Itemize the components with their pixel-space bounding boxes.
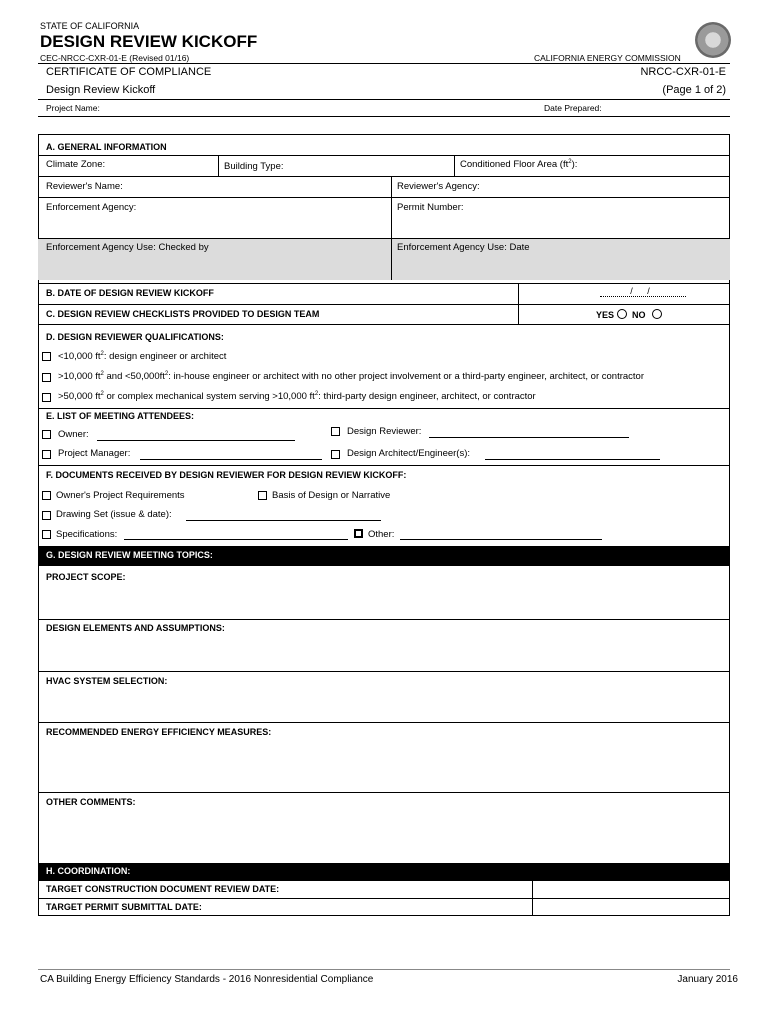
- climate-zone-field[interactable]: Climate Zone:: [46, 159, 106, 170]
- permit-label: TARGET PERMIT SUBMITTAL DATE:: [46, 902, 202, 912]
- cd-review-date-input[interactable]: [533, 881, 729, 897]
- kickoff-date-field[interactable]: / /: [600, 286, 686, 297]
- agency-use-date-field[interactable]: Enforcement Agency Use: Date: [397, 242, 530, 253]
- design-reviewer-checkbox[interactable]: [331, 427, 340, 436]
- qual-3-mid: or complex mechanical system serving >10,000 ft: [103, 391, 315, 403]
- qual-1-text: <10,000 ft: [58, 351, 101, 363]
- sup: 2: [314, 391, 319, 397]
- sup: 2: [100, 351, 104, 357]
- no-label: NO: [632, 310, 646, 320]
- date-prepared-field[interactable]: Date Prepared:: [544, 103, 602, 113]
- header-divider: [38, 63, 730, 64]
- qual-2-end: : in-house engineer or architect with no other project involvement or a third-party engineer, architect, or contractor: [168, 371, 645, 383]
- other-checkbox[interactable]: [354, 529, 363, 538]
- page-number: (Page 1 of 2): [662, 84, 726, 96]
- section-a-row-3: [38, 197, 730, 238]
- section-h-title: H. COORDINATION:: [46, 866, 131, 876]
- qual-3-label: [58, 391, 536, 402]
- form-code: NRCC-CXR-01-E: [640, 66, 726, 78]
- drawing-set-label: Drawing Set (issue & date):: [56, 509, 172, 520]
- specifications-label: Specifications:: [56, 529, 118, 540]
- reviewer-name-field[interactable]: Reviewer's Name:: [46, 181, 123, 192]
- specifications-checkbox[interactable]: [42, 530, 51, 539]
- qual-1-label: [58, 351, 226, 362]
- floor-area-sup: 2: [568, 159, 572, 165]
- floor-area-label: Conditioned Floor Area (ft: [460, 159, 569, 171]
- subtitle: Design Review Kickoff: [46, 84, 156, 96]
- section-a-row-1: [38, 155, 730, 176]
- footer-date: January 2016: [677, 974, 738, 985]
- qual-2-text: >10,000 ft: [58, 371, 101, 383]
- floor-area-end: ):: [571, 159, 578, 171]
- drawing-set-checkbox[interactable]: [42, 511, 51, 520]
- certificate-label: CERTIFICATE OF COMPLIANCE: [46, 66, 212, 78]
- section-h-header: [38, 863, 730, 880]
- other-input[interactable]: [400, 539, 602, 540]
- bod-label: Basis of Design or Narrative: [272, 490, 391, 501]
- divider: [218, 155, 219, 176]
- section-a-title: A. GENERAL INFORMATION: [46, 142, 167, 152]
- section-e-title: E. LIST OF MEETING ATTENDEES:: [46, 411, 195, 421]
- yes-radio[interactable]: [617, 309, 627, 319]
- drawing-set-input[interactable]: [186, 520, 381, 521]
- cd-review-label: TARGET CONSTRUCTION DOCUMENT REVIEW DATE:: [46, 884, 280, 894]
- hvac-label: HVAC SYSTEM SELECTION:: [46, 676, 168, 686]
- opr-label: Owner's Project Requirements: [56, 490, 185, 501]
- divider: [391, 238, 392, 280]
- owner-label: Owner:: [58, 429, 89, 440]
- state-label: STATE OF CALIFORNIA: [40, 21, 140, 31]
- project-name-field[interactable]: Project Name:: [46, 103, 100, 113]
- building-type-field[interactable]: Building Type:: [224, 161, 284, 172]
- qual-3-text: >50,000 ft: [58, 391, 101, 403]
- section-f-title: F. DOCUMENTS RECEIVED BY DESIGN REVIEWER FOR DESIGN REVIEW KICKOFF:: [46, 470, 407, 480]
- qual-2-label: [58, 371, 644, 382]
- section-c-title: C. DESIGN REVIEW CHECKLISTS PROVIDED TO DESIGN TEAM: [46, 309, 320, 319]
- qual-1-end: : design engineer or architect: [103, 351, 227, 363]
- project-manager-label: Project Manager:: [58, 448, 131, 459]
- enforcement-agency-field[interactable]: Enforcement Agency:: [46, 202, 137, 213]
- design-architect-input[interactable]: [485, 459, 660, 460]
- opr-checkbox[interactable]: [42, 491, 51, 500]
- project-scope-label: PROJECT SCOPE:: [46, 572, 126, 582]
- project-manager-checkbox[interactable]: [42, 450, 51, 459]
- form-title: DESIGN REVIEW KICKOFF: [40, 32, 258, 51]
- design-reviewer-label: Design Reviewer:: [347, 426, 422, 437]
- state-seal-icon: [695, 22, 731, 58]
- qual-3-end: : third-party design engineer, architect, or contractor: [318, 391, 536, 403]
- qual-2-mid: and <50,000ft: [103, 371, 165, 383]
- owner-input[interactable]: [97, 440, 295, 441]
- qual-3-checkbox[interactable]: [42, 393, 51, 402]
- sup: 2: [100, 371, 104, 377]
- floor-area-field[interactable]: [460, 159, 577, 170]
- reviewer-agency-field[interactable]: Reviewer's Agency:: [397, 181, 480, 192]
- header-divider-3: [38, 116, 730, 117]
- project-manager-input[interactable]: [140, 459, 322, 460]
- sup: 2: [100, 391, 104, 397]
- permit-number-field[interactable]: Permit Number:: [397, 202, 464, 213]
- project-scope-box[interactable]: [38, 565, 730, 619]
- qual-2-checkbox[interactable]: [42, 373, 51, 382]
- specifications-input[interactable]: [124, 539, 348, 540]
- footer-divider: [38, 969, 730, 970]
- bod-checkbox[interactable]: [258, 491, 267, 500]
- measures-label: RECOMMENDED ENERGY EFFICIENCY MEASURES:: [46, 727, 272, 737]
- sup: 2: [164, 371, 169, 377]
- header-divider-2: [38, 99, 730, 100]
- yes-label: YES: [596, 310, 615, 320]
- permit-date-input[interactable]: [533, 899, 729, 915]
- divider: [454, 155, 455, 176]
- checked-by-field[interactable]: Enforcement Agency Use: Checked by: [46, 242, 209, 253]
- agency-name: CALIFORNIA ENERGY COMMISSION: [534, 53, 681, 63]
- section-g-title: G. DESIGN REVIEW MEETING TOPICS:: [46, 550, 213, 560]
- footer-standards: CA Building Energy Efficiency Standards - 2016 Nonresidential Compliance: [40, 974, 374, 985]
- comments-label: OTHER COMMENTS:: [46, 797, 136, 807]
- form-id: CEC-NRCC-CXR-01-E (Revised 01/16): [40, 53, 190, 63]
- section-d-title: D. DESIGN REVIEWER QUALIFICATIONS:: [46, 332, 224, 342]
- design-elements-label: DESIGN ELEMENTS AND ASSUMPTIONS:: [46, 623, 225, 633]
- section-b-title: B. DATE OF DESIGN REVIEW KICKOFF: [46, 288, 214, 298]
- other-label: Other:: [368, 529, 395, 540]
- comments-box[interactable]: [38, 792, 730, 863]
- design-reviewer-input[interactable]: [429, 437, 629, 438]
- qual-1-checkbox[interactable]: [42, 352, 51, 361]
- no-radio[interactable]: [652, 309, 662, 319]
- design-architect-label: Design Architect/Engineer(s):: [347, 448, 471, 459]
- owner-checkbox[interactable]: [42, 430, 51, 439]
- section-a-row-2: [38, 176, 730, 197]
- design-architect-checkbox[interactable]: [331, 450, 340, 459]
